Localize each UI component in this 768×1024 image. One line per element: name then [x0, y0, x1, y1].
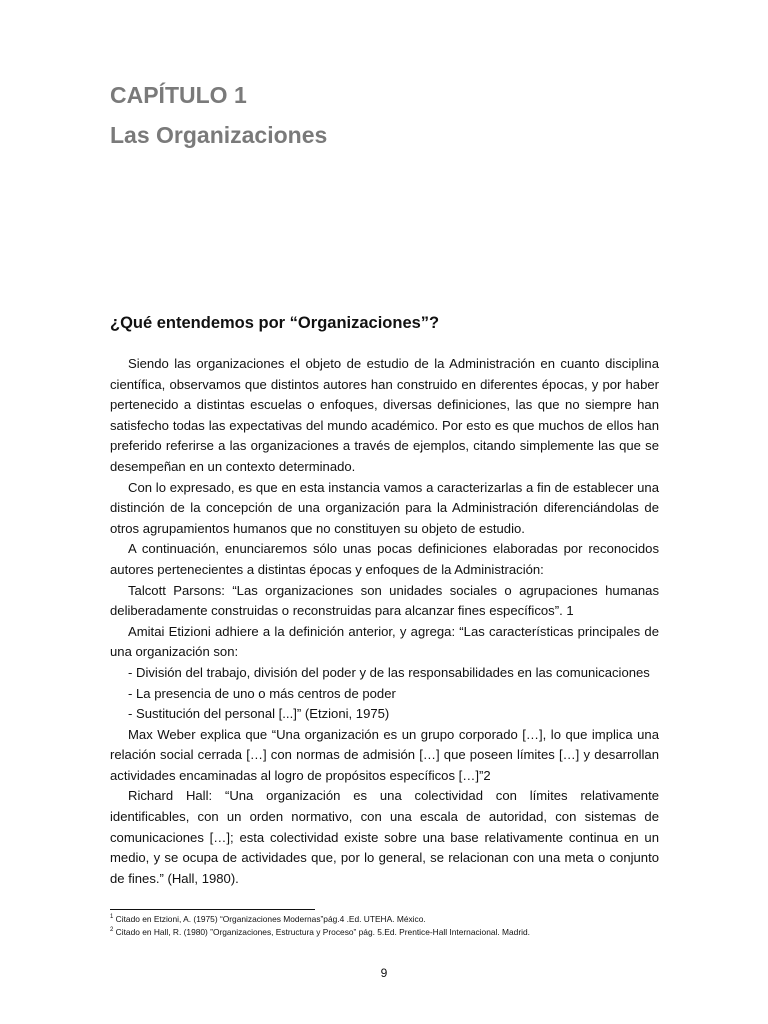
- chapter-number: CAPÍTULO 1: [110, 82, 247, 108]
- footnote-divider: [110, 909, 315, 910]
- paragraph-weber: Max Weber explica que “Una organización es un grupo corporado […], lo que implica una relación social cerrada […] con normas de admisión […] que poseen límites […] y desarrollan actividades encaminadas al logro de propósitos específicos […]”2: [110, 726, 659, 783]
- section-heading: ¿Qué entendemos por “Organizaciones”?: [110, 314, 440, 332]
- paragraph-hall: Richard Hall: “Una organización es una colectividad con límites relativamente identificables, con un orden normativo, con una escala de autoridad, con sistemas de comunicaciones […]; esta colectividad existe sobre una base relativamente continua en un medio, y se ocupa de actividades que, por lo general, se relacionan con una meta o conjunto de fines.” (Hall, 1980).: [110, 788, 659, 886]
- paragraph-parsons: Talcott Parsons: “Las organizaciones son unidades sociales o agrupaciones humanas deliberadamente construidas o reconstruidas para alcanzar fines específicos”. 1: [110, 582, 659, 619]
- list-item: - Sustitución del personal [...]” (Etzioni, 1975): [128, 706, 390, 722]
- footnote-1: $^1$ Citado en Etzioni, A. (1975) “Organizaciones Modernas”pág.4 .Ed. UTEHA. México.: [110, 913, 426, 924]
- chapter-title: Las Organizaciones: [110, 122, 328, 148]
- footnotes: [110, 912, 670, 939]
- paragraph-etzioni: Amitai Etizioni adhiere a la definición anterior, y agrega: “Las características principales de una organización son:: [110, 623, 659, 660]
- page-number: 9: [380, 966, 388, 980]
- footnote-2: $^2$ Citado en Hall, R. (1980) ”Organizaciones, Estructura y Proceso” pág. 5.Ed. Prentice-Hall Internacional. Madrid.: [110, 927, 530, 938]
- paragraph-definitions-intro: A continuación, enunciaremos sólo unas pocas definiciones elaboradas por reconocidos autores pertenecientes a distintas épocas y enfoques de la Administración:: [110, 541, 659, 577]
- list-item: - División del trabajo, división del poder y de las responsabilidades en las comunicaciones: [128, 664, 650, 680]
- body-text: [110, 354, 659, 889]
- paragraph-intro: Siendo las organizaciones el objeto de estudio de la Administración en cuanto disciplina científica, observamos que distintos autores han construido en diferentes épocas, y por haber pertenecido a distintas escuelas o enfoques, diversas definiciones, las que no siempre han satisfecho todas las expectativas del mundo académico. Por esto es que muchos de ellos han preferido referirse a las organizaciones a través de ejemplos, citando simplemente las que se desempeñan en un contexto determinado.: [110, 356, 659, 474]
- paragraph-distinction: Con lo expresado, es que en esta instancia vamos a caracterizarlas a fin de establecer una distinción de la concepción de una organización para la Administración diferenciándolas de otros agrupamientos humanos que no constituyen su objeto de estudio.: [110, 479, 659, 536]
- list-item: - La presencia de uno o más centros de poder: [128, 685, 396, 701]
